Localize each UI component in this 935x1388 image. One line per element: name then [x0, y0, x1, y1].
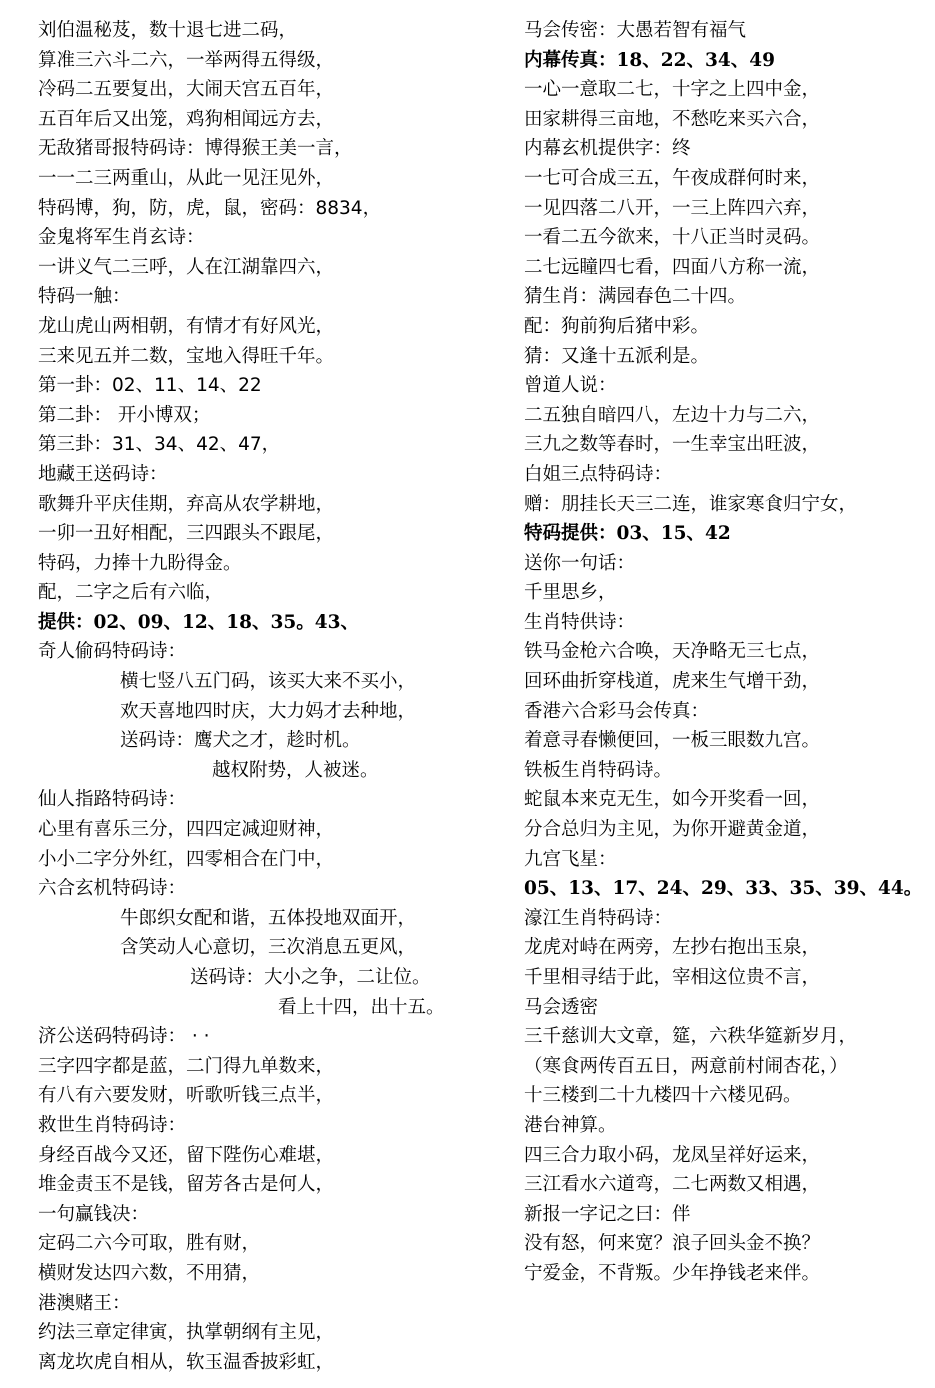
text-line: 三九之数等春时，一生幸宝出旺波， — [524, 434, 821, 456]
text-line: 配：狗前狗后猪中彩。 — [524, 315, 710, 337]
text-line: 无敌猪哥报特码诗：博得猴王美一言， — [38, 138, 353, 160]
text-line: 歌舞升平庆佳期，弃高从农学耕地， — [38, 493, 335, 515]
text-line: 有八有六要发财，听歌听钱三点半， — [38, 1085, 335, 1107]
text-line: 仙人指路特码诗： — [38, 789, 187, 811]
text-line: 九宫飞星： — [524, 848, 617, 870]
text-line: 送码诗：鹰犬之才，趁时机。 — [120, 730, 361, 752]
text-line: 猜：又逢十五派利是。 — [524, 345, 710, 367]
text-line: 离龙坎虎自相从，软玉温香披彩虹， — [38, 1351, 335, 1373]
text-line: 济公送码特码诗： · · — [38, 1026, 210, 1048]
text-line: 提供：02、09、12、18、35。43、 — [38, 611, 359, 633]
text-line: 龙山虎山两相朝，有情才有好风光， — [38, 315, 335, 337]
text-line: 特码博，狗，防，虎，鼠，密码：8834， — [38, 197, 382, 219]
right-column — [524, 16, 929, 1289]
text-line: 铁板生肖特码诗。 — [524, 759, 673, 781]
text-line: 第三卦：31、34、42、47， — [38, 434, 281, 456]
text-line: 千里相寻结于此，宰相这位贵不言， — [524, 967, 821, 988]
text-line: 奇人偷码特码诗： — [38, 641, 187, 663]
text-line: 一七可合成三五，午夜成群何时来， — [524, 167, 821, 189]
left-column — [38, 16, 508, 1377]
text-line: 第二卦： 开小博双； — [38, 404, 211, 426]
text-line: 第一卦：02、11、14、22 — [38, 375, 262, 397]
text-line: 送码诗：大小之争，二让位。 — [190, 967, 431, 988]
text-line: 没有怒，何来宽？浪子回头金不换？ — [524, 1233, 821, 1255]
text-line: 小小二字分外红，四零相合在门中， — [38, 848, 335, 870]
text-line: 生肖特供诗： — [524, 611, 636, 633]
text-line: 四三合力取小码，龙凤呈祥好运来， — [524, 1144, 821, 1166]
text-line: 算准三六斗二六，一举两得五得级， — [38, 49, 335, 71]
text-line: 特码提供：03、15、42 — [524, 523, 731, 545]
text-line: 蛇鼠本来克无生，如今开奖看一回， — [524, 789, 821, 811]
text-line: 十三楼到二十九楼四十六楼见码。 — [524, 1085, 802, 1107]
text-line: 五百年后又出笼，鸡狗相闻远方去， — [38, 108, 335, 130]
text-line: 马会传密：大愚若智有福气 — [524, 20, 747, 41]
text-line: 港台神算。 — [524, 1114, 617, 1136]
text-line: 特码一触： — [38, 286, 131, 308]
text-line: 一一二三两重山，从此一见汪见外， — [38, 167, 335, 189]
text-line: 三千慈训大文章，筵，六秩华筵新岁月， — [524, 1026, 858, 1048]
text-line: 一讲义气二三呼，人在江湖靠四六， — [38, 256, 335, 278]
text-line: 欢天喜地四时庆，大力妈才去种地， — [120, 700, 417, 722]
text-line: 心里有喜乐三分，四四定减迎财神， — [38, 819, 335, 841]
text-line: 赠：朋挂长天三二连，谁家寒食归宁女， — [524, 493, 858, 515]
text-line: 刘伯温秘芨，数十退七进二码， — [38, 20, 298, 41]
text-line: 定码二六今可取，胜有财， — [38, 1233, 261, 1255]
text-line: 猜生肖：满园春色二十四。 — [524, 286, 747, 308]
text-line: 送你一句话： — [524, 552, 636, 574]
text-line: 一看二五今欲来，十八正当时灵码。 — [524, 227, 821, 249]
text-line: 龙虎对峙在两旁，左抄右抱出玉泉， — [524, 937, 821, 959]
text-line: 分合总归为主见，为你开避黄金道， — [524, 819, 821, 841]
text-line: 马会透密 — [524, 996, 599, 1018]
text-line: 濠江生肖特码诗： — [524, 907, 673, 929]
text-line: 白姐三点特码诗： — [524, 463, 673, 485]
text-line: 三江看水六道弯，二七两数又相遇， — [524, 1174, 821, 1196]
text-line: 横七竖八五门码，该买大来不买小， — [120, 671, 417, 693]
text-line: 05、13、17、24、29、33、35、39、44。 — [524, 878, 923, 900]
text-line: 一见四落二八开，一三上阵四六弃， — [524, 197, 821, 219]
text-line: 地藏王送码诗： — [38, 463, 168, 485]
text-line: 内幕传真：18、22、34、49 — [524, 49, 775, 71]
text-line: 一句赢钱决： — [38, 1203, 150, 1225]
text-line: 救世生肖特码诗： — [38, 1114, 187, 1136]
text-line: 一卯一丑好相配，三四跟头不跟尾， — [38, 523, 335, 545]
text-line: 宁爱金，不背叛。少年挣钱老来伴。 — [524, 1262, 821, 1284]
text-line: 特码，力捧十九盼得金。 — [38, 552, 242, 574]
text-line: 六合玄机特码诗： — [38, 878, 187, 900]
text-line: 身经百战今又还，留下陛伤心难堪， — [38, 1144, 335, 1166]
text-line: 含笑动人心意切，三次消息五更风， — [120, 937, 417, 959]
text-line: 越权附势，人被迷。 — [212, 759, 379, 781]
text-line: 内幕玄机提供字：终 — [524, 138, 691, 160]
text-line: 香港六合彩马会传真： — [524, 700, 710, 722]
text-line: 牛郎织女配和谐，五体投地双面开， — [120, 907, 417, 929]
text-line: 三字四字都是蓝，二门得九单数来， — [38, 1055, 335, 1077]
text-line: 铁马金枪六合唤，天净略无三七点， — [524, 641, 821, 663]
text-line: 田家耕得三亩地，不愁吃来买六合， — [524, 108, 821, 130]
text-line: 看上十四，出十五。 — [278, 996, 445, 1018]
text-line: 新报一字记之曰：伴 — [524, 1203, 691, 1225]
text-line: 配，二字之后有六临， — [38, 582, 224, 604]
text-line: 约法三章定律寅，执掌朝纲有主见， — [38, 1322, 335, 1344]
text-line: 横财发达四六数，不用猜， — [38, 1262, 261, 1284]
text-line: 一心一意取二七，十字之上四中金， — [524, 79, 821, 101]
text-line: 着意寻春懒便回，一板三眼数九宫。 — [524, 730, 821, 752]
text-line: （寒食两传百五日，两意前村闹杏花，） — [524, 1055, 848, 1077]
text-line: 回环曲折穿栈道，虎来生气增干劲， — [524, 671, 821, 693]
text-line: 港澳赌王： — [38, 1292, 131, 1314]
text-line: 堆金责玉不是钱，留芳各古是何人， — [38, 1174, 335, 1196]
text-line: 金鬼将军生肖玄诗： — [38, 227, 205, 249]
text-line: 二七远瞳四七看，四面八方称一流， — [524, 256, 821, 278]
text-line: 千里思乡， — [524, 582, 617, 604]
text-line: 曾道人说： — [524, 375, 617, 397]
text-line: 冷码二五要复出，大闹天宫五百年， — [38, 79, 335, 101]
text-line: 二五独自暗四八，左边十力与二六， — [524, 404, 821, 426]
text-line: 三来见五并二数，宝地入得旺千年。 — [38, 345, 335, 367]
